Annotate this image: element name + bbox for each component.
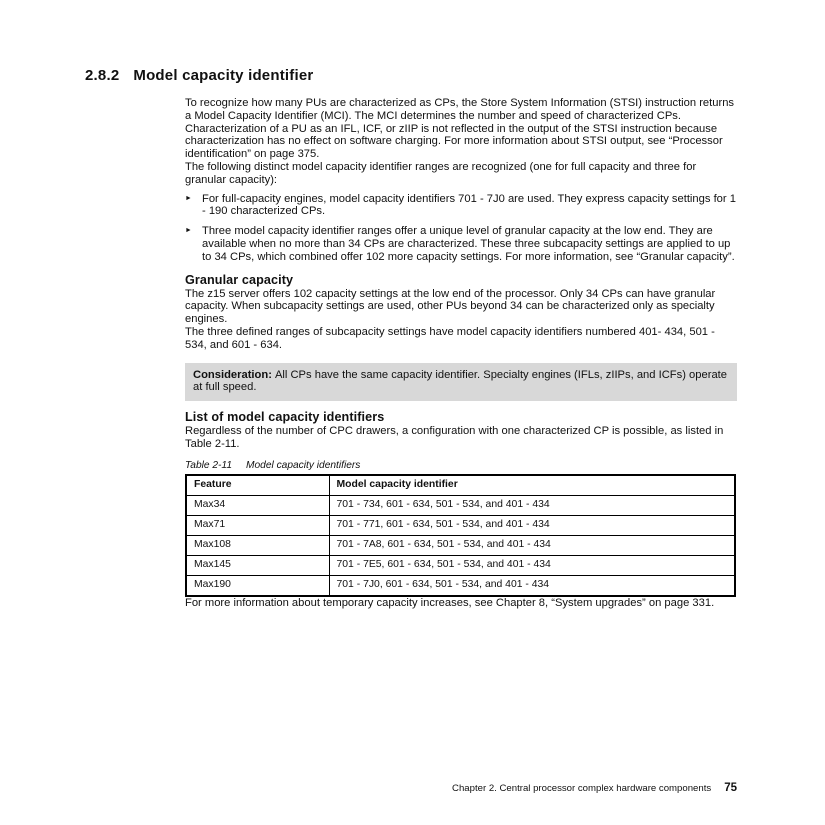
section-heading bbox=[85, 67, 313, 84]
footer-chapter-title: Chapter 2. Central processor complex hardware components bbox=[452, 783, 712, 794]
paragraph-closing: For more information about temporary capacity increases, see Chapter 8, “System upgrades” on page 331. bbox=[185, 596, 715, 609]
cell-identifier: 701 - 7A8, 601 - 634, 501 - 534, and 401 - 434 bbox=[329, 535, 735, 555]
bullet-text: Three model capacity identifier ranges offer a unique level of granular capacity at the low end. They are available when no more than 34 CPs are characterized. These three subcapacity settings are applied to up to 34 CPs, which combined offer 102 more capacity settings. For more information, see “Granular capacity”. bbox=[202, 225, 735, 263]
model-capacity-table bbox=[185, 474, 736, 597]
page-footer bbox=[452, 782, 737, 794]
bullet-text: For full-capacity engines, model capacity identifiers 701 - 7J0 are used. They express capacity settings for 1 - 190 characterized CPs. bbox=[202, 192, 736, 218]
cell-feature: Max34 bbox=[186, 495, 329, 515]
paragraph-list-intro: Regardless of the number of CPC drawers, a configuration with one characterized CP is possible, as listed in Table 2-11. bbox=[185, 425, 724, 450]
bullet-list bbox=[185, 193, 737, 264]
table-header-row bbox=[186, 475, 735, 496]
cell-identifier: 701 - 7E5, 601 - 634, 501 - 534, and 401 - 434 bbox=[329, 555, 735, 575]
section-number: 2.8.2 bbox=[85, 67, 120, 84]
table-row bbox=[186, 555, 735, 575]
cell-feature: Max145 bbox=[186, 555, 329, 575]
table-row bbox=[186, 575, 735, 596]
list-item bbox=[185, 193, 737, 219]
body-column bbox=[185, 97, 737, 610]
cell-feature: Max71 bbox=[186, 515, 329, 535]
cell-identifier: 701 - 771, 601 - 634, 501 - 534, and 401 - 434 bbox=[329, 515, 735, 535]
column-header-feature: Feature bbox=[186, 475, 329, 496]
cell-feature: Max190 bbox=[186, 575, 329, 596]
bullet-icon: ► bbox=[185, 194, 192, 202]
cell-identifier: 701 - 7J0, 601 - 634, 501 - 534, and 401 - 434 bbox=[329, 575, 735, 596]
table-caption-number: Table 2-11 bbox=[185, 459, 233, 471]
table-row bbox=[186, 495, 735, 515]
list-item bbox=[185, 225, 737, 263]
table-caption bbox=[185, 460, 737, 472]
consideration-note-box bbox=[185, 363, 737, 402]
consideration-text: All CPs have the same capacity identifier. Specialty engines (IFLs, zIIPs, and ICFs) operate at full speed. bbox=[193, 368, 727, 394]
paragraph-granular-2: The three defined ranges of subcapacity settings have model capacity identifiers numbered 401- 434, 501 - 534, and 601 - 634. bbox=[185, 325, 715, 351]
paragraph-intro: To recognize how many PUs are characterized as CPs, the Store System Information (STSI) instruction returns a Model Capacity Identifier (MCI). The MCI determines the number and speed of characterized CPs. Characterization of a PU as an IFL, ICF, or zIIP is not reflected in the output of the STSI instruction because characterization has no effect on software charging. For more information about STSI output, see “Processor identification” on page 375. bbox=[185, 97, 735, 161]
paragraph-granular-1: The z15 server offers 102 capacity settings at the low end of the processor. Only 34 CPs can have granular capacity. When subcapacity settings are used, other PUs beyond 34 can be characterized only as specialty engines. bbox=[185, 287, 716, 326]
footer-page-number: 75 bbox=[724, 782, 737, 794]
subheading-list-of-identifiers: List of model capacity identifiers bbox=[185, 410, 385, 425]
subheading-granular-capacity: Granular capacity bbox=[185, 272, 294, 287]
cell-feature: Max108 bbox=[186, 535, 329, 555]
column-header-identifier: Model capacity identifier bbox=[329, 475, 735, 496]
bullet-icon: ► bbox=[185, 227, 192, 235]
paragraph-ranges: The following distinct model capacity identifier ranges are recognized (one for full capacity and three for granular capacity): bbox=[185, 160, 697, 186]
section-title: Model capacity identifier bbox=[133, 67, 314, 84]
consideration-label: Consideration: bbox=[193, 368, 272, 381]
cell-identifier: 701 - 734, 601 - 634, 501 - 534, and 401 - 434 bbox=[329, 495, 735, 515]
table-row bbox=[186, 515, 735, 535]
table-caption-text: Model capacity identifiers bbox=[246, 459, 361, 471]
table-row bbox=[186, 535, 735, 555]
